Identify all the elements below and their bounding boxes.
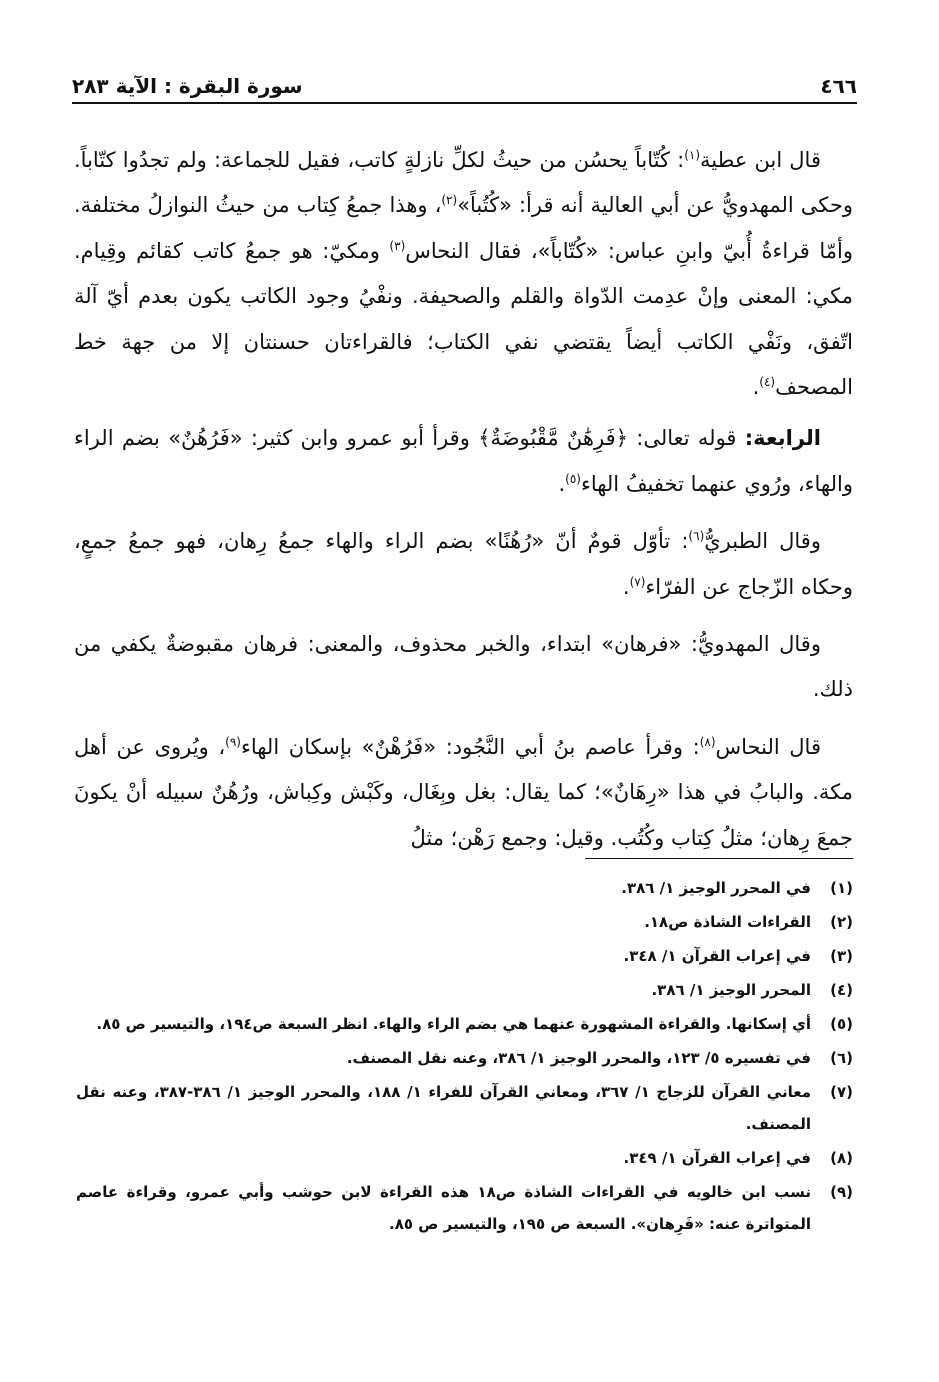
footnote-ref: (٩) xyxy=(225,734,241,749)
footnote-number: (٤) xyxy=(830,981,853,999)
text-span: . xyxy=(622,574,630,599)
footnote-ref: (٦) xyxy=(688,529,705,544)
section-lead: الرابعة: xyxy=(744,426,821,451)
footnote-item xyxy=(76,974,853,1006)
footnote-text: معاني القرآن للزجاج ١/ ٣٦٧، ومعاني القرآن للفراء ١/ ١٨٨، والمحرر الوجيز ١/ ٣٨٦-٣٨٧، وعنه نقل المصنف. xyxy=(76,1083,812,1133)
footnote-item xyxy=(76,906,853,938)
text-span: قال النحاس xyxy=(715,734,821,759)
header-rule xyxy=(72,102,857,104)
footnote-ref: (٧) xyxy=(629,574,646,589)
text-span: ، وهذا جمعُ كِتاب من حيثُ النوازلُ مختلفة. وأمّا قراءةُ أُبيّ وابنِ عباس: «كُتّاباً»، فقال النحاس xyxy=(74,193,853,263)
footnote-text: في تفسيره ٥/ ١٢٣، والمحرر الوجيز ١/ ٣٨٦، وعنه نقل المصنف. xyxy=(346,1049,811,1067)
footnote-number: (٩) xyxy=(830,1183,853,1201)
paragraph-4 xyxy=(74,622,853,713)
footnote-text: أي إسكانها. والقراءة المشهورة عنهما هي بضم الراء والهاء. انظر السبعة ص١٩٤، والتيسير ص ٨٥. xyxy=(96,1015,811,1033)
paragraph-1 xyxy=(74,138,853,410)
page-header xyxy=(72,62,857,98)
footnote-number: (٣) xyxy=(830,947,853,965)
footnote-number: (٨) xyxy=(830,1149,853,1167)
footnote-item xyxy=(76,1008,853,1040)
main-text xyxy=(74,138,853,873)
text-span: : تأوّل قومٌ أنّ «رُهُنًا» بضم الراء والهاء جمعُ رِهان، فهو جمعُ جمعٍ، وحكاه الزّجاج عن الفرّاء xyxy=(74,529,853,599)
footnote-text: المحرر الوجيز ١/ ٣٨٦. xyxy=(651,981,811,999)
footnote-separator xyxy=(585,858,853,859)
text-span: ومكيّ: هو جمعُ كاتب كقائم وقِيام. مكي: المعنى وإنْ عدِمت الدّواة والقلم والصحيفة. ونفْيُ وجود الكاتب يكون بعدم أيّ آلة اتّفق، ونَفْي الكاتب أيضاً يقتضي نفي الكتاب؛ فالقراءتان حسنتان إلا من جهة خط المصحف xyxy=(74,238,853,400)
paragraph-2 xyxy=(74,416,853,507)
footnote-number: (٥) xyxy=(830,1015,853,1033)
text-span: : كُتّاباً يحسُن من حيثُ لكلِّ نازلةٍ كاتب، فقيل للجماعة: ولم تجدُوا كتّاباً. وحكى المهدويُّ عن أبي العالية أنه قرأ: «كُتُباً» xyxy=(74,148,853,218)
footnote-number: (٦) xyxy=(830,1049,853,1067)
footnote-item xyxy=(76,940,853,972)
paragraph-5 xyxy=(74,725,853,861)
footnotes xyxy=(76,872,853,1242)
footnote-number: (١) xyxy=(830,879,853,897)
footnote-item xyxy=(76,1076,853,1140)
text-span: : وقرأ عاصم بنُ أبي النَّجُود: «فَرُهْنٌ» بإسكان الهاء xyxy=(240,734,700,759)
footnote-ref: (٢) xyxy=(441,193,458,208)
footnote-item xyxy=(76,1142,853,1174)
footnote-item xyxy=(76,872,853,904)
text-span: . xyxy=(558,471,566,496)
text-span: قال ابن عطية xyxy=(700,148,821,172)
text-span: وقال المهدويُّ: «فرهان» ابتداء، والخبر محذوف، والمعنى: فرهان مقبوضةٌ يكفي من ذلك. xyxy=(74,632,853,702)
paragraph-3 xyxy=(74,519,853,610)
footnote-number: (٧) xyxy=(830,1083,853,1101)
footnote-text: في إعراب القرآن ١/ ٣٤٨. xyxy=(623,947,811,965)
footnote-item xyxy=(76,1042,853,1074)
footnote-ref: (٣) xyxy=(389,238,406,253)
text-span: . xyxy=(752,375,760,400)
footnote-text: نسب ابن خالويه في القراءات الشاذة ص١٨ هذه القراءة لابن حوشب وأبي عمرو، وقراءة عاصم المتواترة عنه: «فَرِهان». السبعة ص ١٩٥، والتيسير ص ٨٥. xyxy=(76,1183,811,1233)
surah-title: سورة البقرة : الآية ٢٨٣ xyxy=(72,74,303,98)
footnote-ref: (٤) xyxy=(759,375,776,390)
text-span: ، ويُروى عن أهل مكة. والبابُ في هذا «رِهَانٌ»؛ كما يقال: بغل وبِغَال، وكَبْش وكِباش، ورُهُنٌ سبيله أنْ يكونَ جمعَ رِهان؛ مثلُ كِتاب وكُتُب. وقيل: وجمع رَهْن؛ مثلُ xyxy=(74,734,853,850)
text-span: وقال الطبريُّ xyxy=(704,529,821,554)
footnote-number: (٢) xyxy=(830,913,853,931)
footnote-text: القراءات الشاذة ص١٨. xyxy=(644,913,811,931)
text-span: قوله تعالى: ﴿فَرِهَٰنٌ مَّقْبُوضَةٌ﴾ وقرأ أبو عمرو وابن كثير: «فَرُهُنٌ» بضم الراء والهاء، ورُوي عنهما تخفيفُ الهاء xyxy=(74,426,853,496)
footnote-ref: (٥) xyxy=(565,471,581,486)
footnote-text: في المحرر الوجيز ١/ ٣٨٦. xyxy=(621,879,811,897)
footnote-text: في إعراب القرآن ١/ ٣٤٩. xyxy=(623,1149,811,1167)
footnote-ref: (١) xyxy=(684,148,701,162)
footnote-ref: (٨) xyxy=(699,734,716,749)
page-number: ٤٦٦ xyxy=(820,74,857,98)
footnote-item xyxy=(76,1176,853,1240)
